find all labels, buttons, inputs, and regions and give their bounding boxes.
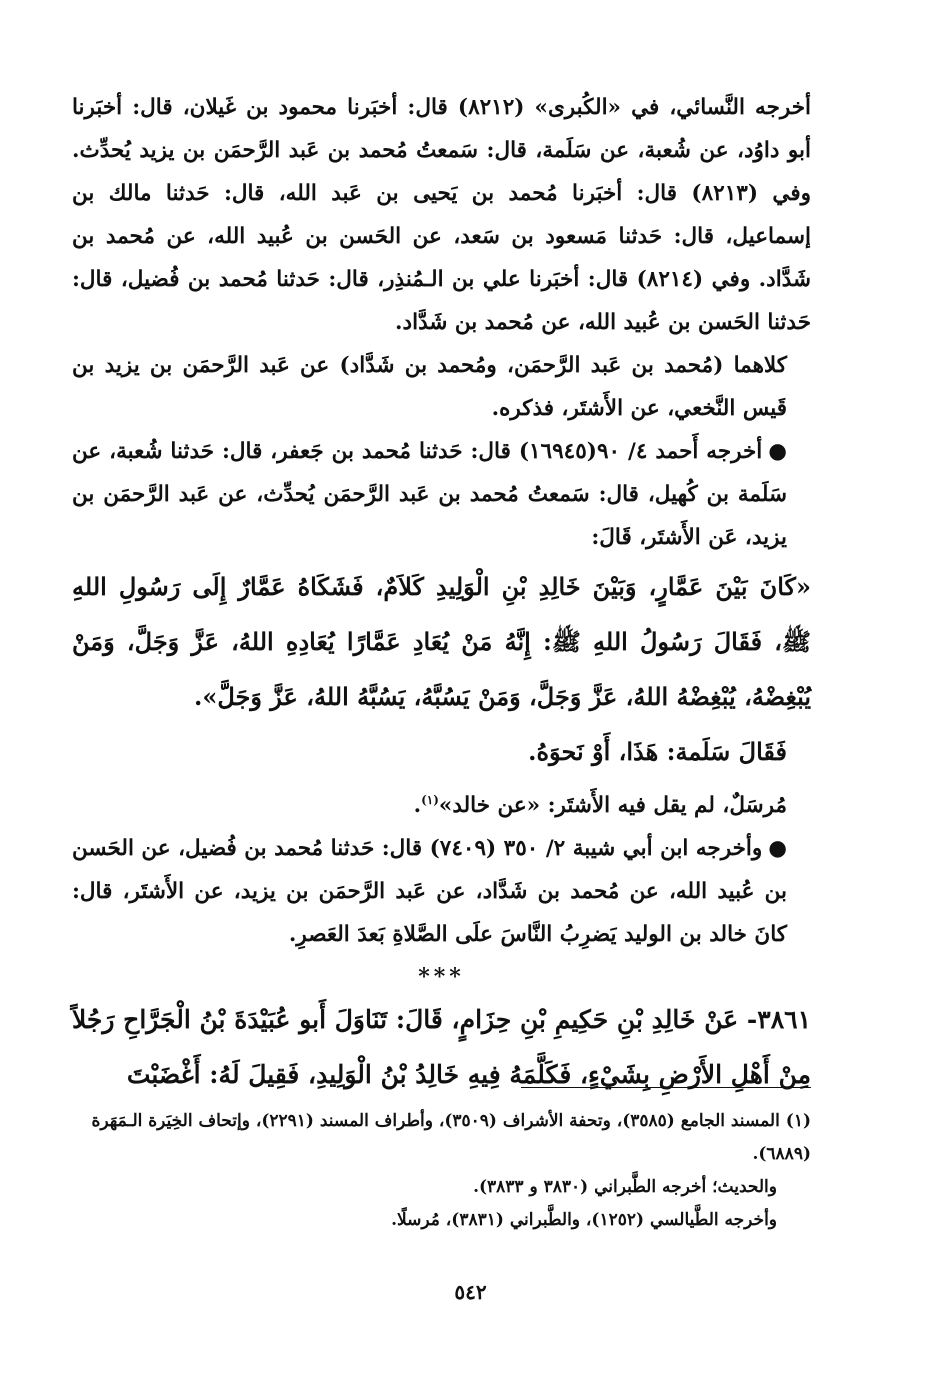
salama-remark: فَقَالَ سَلَمة: هَذَا، أَوْ نَحوَهُ. (528, 737, 787, 766)
footnote-1-hadith: والحديث؛ أخرجه الطَّبراني (٣٨٣٠ و ٣٨٣٣). (473, 1177, 777, 1197)
page-number: ٥٤٢ (454, 1280, 487, 1304)
paragraph-ibn-abi-shayba (72, 827, 811, 956)
mursal-note-text: مُرسَلٌ، لم يقل فيه الأَشتَر: «عن خالد» (438, 793, 787, 819)
main-text (72, 86, 811, 1102)
hadith-text: «كَانَ بَيْنَ عَمَّارٍ، وَبَيْنَ خَالِدِ بْنِ الْوَلِيدِ كَلاَمٌ، فَشَكَاهُ عَمَّارٌ إِلَى رَسُولِ اللهِ ﷺ، فَقَالَ رَسُولُ اللهِ ﷺ: إِنَّهُ مَنْ يُعَادِ عَمَّارًا يُعَادِهِ اللهُ، عَزَّ وَجَلَّ، وَمَنْ يُبْغِضْهُ، يُبْغِضْهُ اللهُ، عَزَّ وَجَلَّ، وَمَنْ يَسُبَّهُ، يَسُبَّهُ اللهُ، عَزَّ وَجَلَّ». (72, 572, 811, 711)
footnote-rule (521, 1087, 811, 1088)
bullet-icon: ● (768, 836, 787, 862)
footnote-ref: (١) (421, 793, 439, 807)
paragraph-ahmad-text: أخرجه أَحمد ٤/ ٩٠(١٦٩٤٥) قال: حَدثنا مُحمد بن جَعفر، قال: حَدثنا شُعبة، عن سَلَمة بن كُهيل، قال: سَمعتُ مُحمد بن عَبد الرَّحمَن يُحدِّث، عن عَبد الرَّحمَن بن يزيد، عَن الأَشتَر، قَالَ: (72, 439, 787, 550)
hadith-3861: ٣٨٦١- عَنْ خَالِدِ بْنِ حَكِيمِ بْنِ حِزَامٍ، قَالَ: تَنَاوَلَ أَبو عُبَيْدَةَ بْنُ الْجَرَّاحِ رَجُلاً مِنْ أَهْلِ الأَرْضِ بِشَيْءٍ، فَكَلَّمَهُ فِيهِ خَالِدُ بْنُ الْوَلِيدِ، فَقِيلَ لَهُ: أَغْضَبْتَ (72, 1005, 811, 1090)
mursal-note: مُرسَلٌ، لم يقل فيه الأَشتَر: «عن خالد»$^{(١)}$. (413, 793, 787, 819)
paragraph-ahmad (72, 430, 811, 559)
footnotes (72, 1105, 811, 1237)
footnote-1-mursal: وأخرجه الطَّيالسي (١٢٥٢)، والطَّبراني (٣٨٣١)، مُرسلًا. (391, 1210, 777, 1230)
paragraph-ibn-abi-shayba-text: وأخرجه ابن أبي شيبة ٢/ ٣٥٠ (٧٤٠٩) قال: حَدثنا مُحمد بن فُضيل، عن الحَسن بن عُبيد الله، عن مُحمد بن شَدَّاد، عن عَبد الرَّحمَن بن يزيد، عن الأَشتَر، قال: كانَ خالد بن الوليد يَضرِبُ النَّاسَ علَى الصَّلاةِ بَعدَ العَصرِ. (72, 836, 787, 948)
footnote-1: (١) المسند الجامع (٣٥٨٥)، وتحفة الأشراف (٣٥٠٩)، وأطراف المسند (٢٢٩١)، وإتحاف الخِيَرة الـمَهَرة (٦٨٨٩). (91, 1111, 811, 1164)
section-separator: *** (418, 964, 465, 991)
paragraph-nasai: أخرجه النَّسائي، في «الكُبرى» (٨٢١٢) قال: أخبَرنا محمود بن غَيلان، قال: أخبَرنا أبو داوُد، عن شُعبة، عن سَلَمة، قال: سَمعتُ مُحمد بن عَبد الرَّحمَن بن يزيد يُحدِّث. وفي (٨٢١٣) قال: أخبَرنا مُحمد بن يَحيى بن عَبد الله، قال: حَدثنا مالك بن إسماعيل، قال: حَدثنا مَسعود بن سَعد، عن الحَسن بن عُبيد الله، عن مُحمد بن شَدَّاد. وفي (٨٢١٤) قال: أخبَرنا علي بن الـمُنذِر، قال: حَدثنا مُحمد بن فُضيل، قال: حَدثنا الحَسن بن عُبيد الله، عن مُحمد بن شَدَّاد. (72, 95, 811, 335)
bullet-icon: ● (768, 439, 788, 464)
paragraph-kilahuma: كلاهما (مُحمد بن عَبد الرَّحمَن، ومُحمد بن شَدَّاد) عن عَبد الرَّحمَن بن يزيد بن قَيس النَّخعي، عن الأَشتَر، فذكره. (72, 353, 787, 421)
